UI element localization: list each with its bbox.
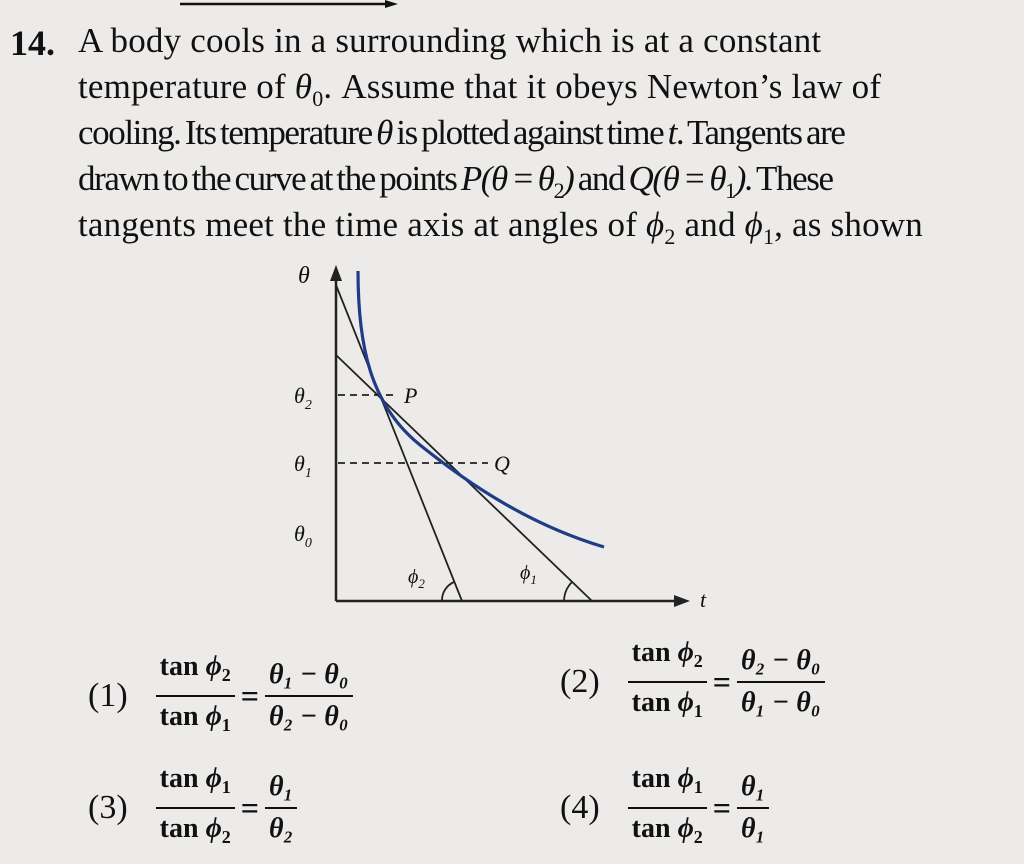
lhs-fraction: $\frac{\tan \phi_1}{\tan \phi_2}$ — [156, 762, 235, 854]
question-line-3 — [78, 110, 844, 156]
phi2-label — [408, 566, 425, 591]
point-q-label: Q — [494, 451, 510, 476]
phi1-label — [520, 562, 537, 587]
rhs-fraction: $\frac{\text{θ₁ − θ₀}}{\text{θ₂ − θ₀}}$ — [265, 658, 353, 734]
angle-arc-phi1 — [564, 582, 572, 601]
subscript: 2 — [664, 224, 676, 249]
subscript: 2 — [553, 178, 564, 203]
y-axis-label: θ — [298, 263, 310, 289]
question-text: . Tangents are — [675, 113, 845, 152]
theta1-label — [294, 451, 312, 481]
phi-symbol: ϕ — [646, 205, 665, 244]
theta-symbol: θ — [294, 67, 313, 106]
option-3[interactable] — [88, 762, 297, 854]
question-text: tangents meet the time axis at angles of — [78, 205, 647, 244]
question-text: . Assume that it obeys Newton’s law of — [323, 67, 882, 106]
point-p-close: ) — [563, 159, 574, 198]
lhs-fraction: $\frac{\tan \phi_2}{\tan \phi_1}$ — [156, 650, 235, 742]
rhs-fraction: $\frac{\text{θ₁}}{\text{θ₂}}$ — [265, 770, 297, 846]
question-text: cooling. Its temperature — [78, 113, 377, 152]
cooling-curve — [358, 271, 604, 547]
x-axis-arrow — [674, 595, 690, 607]
option-label: (3) — [88, 789, 128, 826]
x-axis-label: t — [700, 587, 707, 612]
lhs-fraction: $\frac{\tan \phi_1}{\tan \phi_2}$ — [628, 762, 707, 854]
equals-sign: = — [712, 663, 731, 700]
question-line-1 — [78, 18, 821, 64]
question-text: A body cools in a surrounding which is at a constant — [78, 21, 822, 60]
time-symbol: t — [667, 113, 676, 152]
tangent-at-p — [336, 285, 462, 601]
lhs-fraction: $\frac{\tan \phi_2}{\tan \phi_1}$ — [628, 636, 707, 728]
question-number: 14. — [10, 23, 55, 63]
option-1[interactable] — [88, 650, 353, 742]
question-text: These — [752, 159, 833, 198]
equals-sign: = — [712, 789, 731, 826]
rhs-fraction: $\frac{\text{θ₂ − θ₀}}{\text{θ₁ − θ₀}}$ — [737, 644, 825, 720]
rhs-fraction: $\frac{\text{θ₁}}{\text{θ₁}}$ — [737, 770, 769, 846]
cropped-top-arrow — [0, 0, 420, 14]
subscript: 1 — [725, 178, 735, 203]
point-q-close: ). — [734, 159, 753, 198]
question-text: and — [675, 205, 745, 244]
angle-arc-phi2 — [442, 582, 454, 601]
svg-text:ϕ1: $\phi_1$ — [520, 562, 537, 587]
svg-text:θ2: $\theta_2$ — [294, 383, 312, 413]
svg-text:θ1: $\theta_1$ — [294, 451, 312, 481]
theta2-label — [294, 383, 312, 413]
question-text: and — [573, 159, 629, 198]
svg-text:ϕ2: $\phi_2$ — [408, 566, 425, 591]
phi-symbol: ϕ — [744, 205, 763, 244]
subscript: 0 — [312, 86, 324, 111]
equals-sign: = — [240, 789, 259, 826]
equals-sign: = — [240, 677, 259, 714]
option-label: (2) — [560, 663, 600, 700]
point-p: P(θ = θ — [460, 159, 554, 198]
svg-text:θ0: $\theta_0$ — [294, 521, 312, 551]
option-4[interactable] — [560, 762, 769, 854]
option-label: (1) — [88, 677, 128, 714]
theta0-label — [294, 521, 312, 551]
y-axis-arrow — [330, 265, 342, 281]
subscript: 1 — [762, 224, 775, 249]
point-p-label: P — [404, 383, 418, 408]
point-q: Q(θ = θ — [628, 159, 726, 198]
question-line-5 — [78, 202, 923, 260]
question-text: is plotted against time — [391, 113, 668, 152]
cooling-graph — [260, 255, 720, 620]
option-label: (4) — [560, 789, 600, 826]
question-text: temperature of — [78, 67, 295, 106]
option-2[interactable] — [560, 636, 825, 728]
question-text: drawn to the curve at the points — [78, 159, 461, 198]
theta-symbol: θ — [376, 113, 392, 152]
question-text: , as shown — [774, 205, 923, 244]
